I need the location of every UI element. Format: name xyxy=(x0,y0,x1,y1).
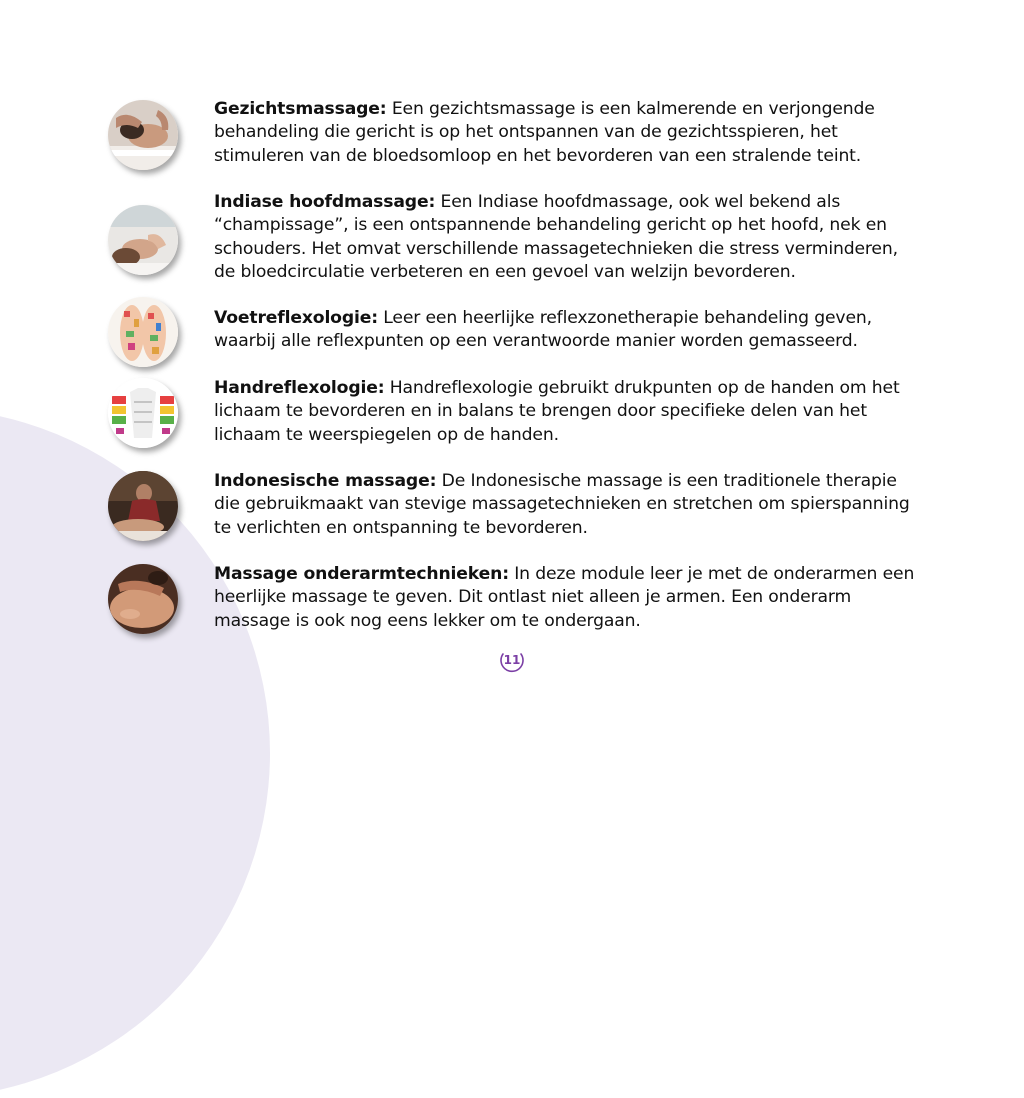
head-massage-photo-icon xyxy=(108,205,178,275)
face-massage-photo-icon xyxy=(108,100,178,170)
section-body: De Indonesische massage is een traditionele therapie die gebruikmaakt van stevige massagetechnieken en stretchen om spierspanning te verlichten en ontspanning te bevorderen. xyxy=(214,471,910,538)
section-body: Een Indiase hoofdmassage, ook wel bekend als “champissage”, is een ontspannende behandeling gericht op het hoofd, nek en schouders. Het omvat verschillende massagetechnieken die stress verminderen, de bloedcirculatie verbeteren en een gevoel van welzijn bevorderen. xyxy=(214,192,898,282)
page-number-label: 11 xyxy=(503,653,521,667)
section-title: Massage onderarmtechnieken: xyxy=(214,564,509,584)
section-text xyxy=(214,191,924,284)
section-body: Een gezichtsmassage is een kalmerende en verjongende behandeling die gericht is op het ontspannen van de gezichtsspieren, het stimuleren van de bloedsomloop en het bevorderen van een stralende teint. xyxy=(214,99,875,166)
section-text xyxy=(214,307,924,354)
section-body: Handreflexologie gebruikt drukpunten op de handen om het lichaam te bevorderen en in balans te brengen door specifieke delen van het lichaam te weerspiegelen op de handen. xyxy=(214,378,900,445)
section-title: Indonesische massage: xyxy=(214,471,437,491)
hand-reflexology-chart-icon xyxy=(108,378,178,448)
section-text xyxy=(214,98,924,168)
section-title: Gezichtsmassage: xyxy=(214,99,387,119)
indonesian-massage-photo-icon xyxy=(108,471,178,541)
section-text xyxy=(214,563,924,633)
section-text xyxy=(214,470,924,540)
section-text xyxy=(214,377,924,447)
page-number xyxy=(499,648,525,674)
section-title: Handreflexologie: xyxy=(214,378,385,398)
foot-reflexology-chart-icon xyxy=(108,297,178,367)
section-title: Voetreflexologie: xyxy=(214,308,378,328)
section-title: Indiase hoofdmassage: xyxy=(214,192,436,212)
forearm-massage-photo-icon xyxy=(108,564,178,634)
section-body: Leer een heerlijke reflexzonetherapie behandeling geven, waarbij alle reflexpunten op een verantwoorde manier worden gemasseerd. xyxy=(214,308,872,352)
section-body: In deze module leer je met de onderarmen een heerlijke massage te geven. Dit ontlast niet alleen je armen. Een onderarm massage is ook nog eens lekker om te ondergaan. xyxy=(214,564,915,631)
